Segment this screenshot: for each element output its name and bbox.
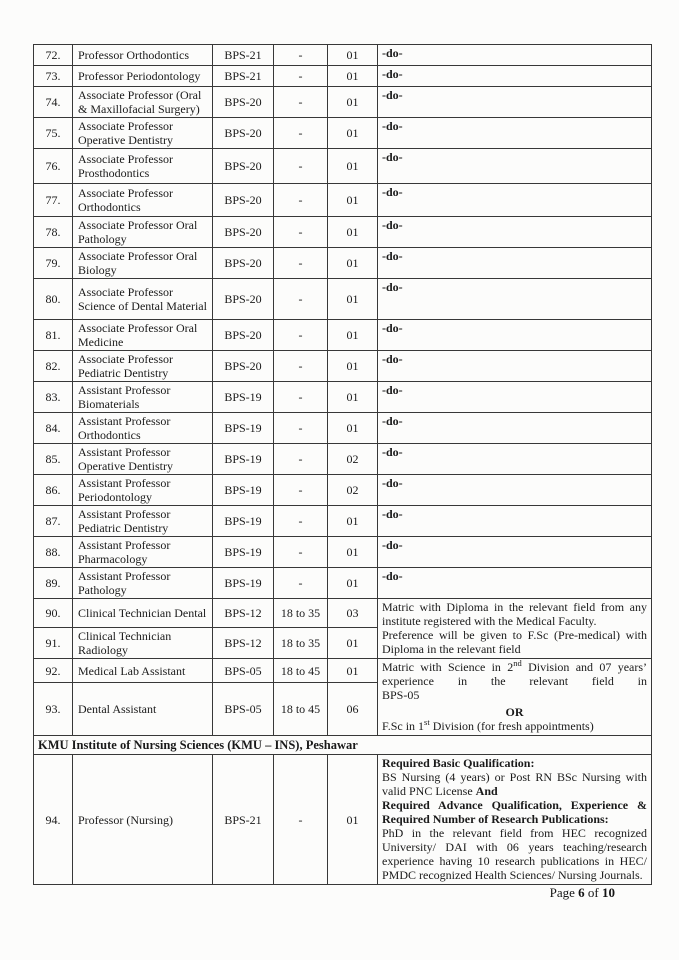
serial-cell: 73. <box>34 66 73 87</box>
remarks-cell <box>378 599 652 659</box>
table-row <box>34 66 652 87</box>
remarks-cell <box>378 475 652 506</box>
footer-of-label: of <box>584 885 602 900</box>
serial-cell: 89. <box>34 568 73 599</box>
bps-grade-cell: BPS-20 <box>213 118 274 149</box>
position-cell: Assistant Professor Biomaterials <box>73 382 213 413</box>
age-limit-cell: - <box>274 506 328 537</box>
position-cell: Associate Professor Science of Dental Material <box>73 279 213 320</box>
age-limit-cell: - <box>274 320 328 351</box>
remark-superscript: st <box>424 717 430 727</box>
posts-count-cell: 01 <box>328 248 378 279</box>
remark-text: -do- <box>382 321 403 335</box>
age-limit-cell: - <box>274 382 328 413</box>
posts-count-cell: 03 <box>328 599 378 628</box>
table-row <box>34 45 652 66</box>
remarks-cell <box>378 659 652 736</box>
serial-cell: 86. <box>34 475 73 506</box>
serial-cell: 94. <box>34 755 73 885</box>
position-cell: Professor Periodontology <box>73 66 213 87</box>
remarks-cell <box>378 413 652 444</box>
bps-grade-cell: BPS-21 <box>213 755 274 885</box>
position-cell: Associate Professor Pediatric Dentistry <box>73 351 213 382</box>
position-cell: Medical Lab Assistant <box>73 659 213 683</box>
job-positions-table <box>33 44 652 885</box>
remarks-cell <box>378 351 652 382</box>
posts-count-cell: 01 <box>328 184 378 217</box>
age-limit-cell: - <box>274 568 328 599</box>
remarks-cell <box>378 506 652 537</box>
bps-grade-cell: BPS-20 <box>213 87 274 118</box>
section-header-row <box>34 736 652 755</box>
remark-text: And <box>475 784 498 798</box>
age-limit-cell: 18 to 45 <box>274 683 328 736</box>
bps-grade-cell: BPS-12 <box>213 628 274 659</box>
serial-cell: 85. <box>34 444 73 475</box>
bps-grade-cell: BPS-05 <box>213 683 274 736</box>
table-row <box>34 444 652 475</box>
remark-text: -do- <box>382 150 403 164</box>
bps-grade-cell: BPS-19 <box>213 382 274 413</box>
posts-count-cell: 01 <box>328 45 378 66</box>
bps-grade-cell: BPS-20 <box>213 149 274 184</box>
bps-grade-cell: BPS-20 <box>213 279 274 320</box>
remark-text: Required Advance Qualification, Experience & Required Number of Research Publications: <box>382 798 647 826</box>
remark-text: -do- <box>382 538 403 552</box>
posts-count-cell: 01 <box>328 659 378 683</box>
table-row <box>34 87 652 118</box>
position-cell: Associate Professor Prosthodontics <box>73 149 213 184</box>
remark-text: -do- <box>382 476 403 490</box>
position-cell: Associate Professor Operative Dentistry <box>73 118 213 149</box>
bps-grade-cell: BPS-20 <box>213 320 274 351</box>
position-cell: Assistant Professor Periodontology <box>73 475 213 506</box>
remark-text: -do- <box>382 249 403 263</box>
age-limit-cell: - <box>274 351 328 382</box>
posts-count-cell: 01 <box>328 568 378 599</box>
serial-cell: 91. <box>34 628 73 659</box>
remarks-cell <box>378 755 652 885</box>
age-limit-cell: - <box>274 87 328 118</box>
serial-cell: 83. <box>34 382 73 413</box>
table-row <box>34 184 652 217</box>
bps-grade-cell: BPS-20 <box>213 351 274 382</box>
position-cell: Clinical Technician Radiology <box>73 628 213 659</box>
remarks-cell <box>378 248 652 279</box>
age-limit-cell: - <box>274 118 328 149</box>
posts-count-cell: 01 <box>328 382 378 413</box>
page-footer <box>0 885 615 901</box>
remarks-cell <box>378 184 652 217</box>
bps-grade-cell: BPS-20 <box>213 248 274 279</box>
serial-cell: 77. <box>34 184 73 217</box>
posts-count-cell: 01 <box>328 628 378 659</box>
footer-label: Page <box>549 885 579 900</box>
table-row <box>34 217 652 248</box>
remark-text: Required Basic Qualification: <box>382 756 535 770</box>
serial-cell: 75. <box>34 118 73 149</box>
age-limit-cell: - <box>274 45 328 66</box>
position-cell: Associate Professor Oral Medicine <box>73 320 213 351</box>
serial-cell: 79. <box>34 248 73 279</box>
age-limit-cell: - <box>274 66 328 87</box>
remarks-cell <box>378 118 652 149</box>
position-cell: Assistant Professor Pharmacology <box>73 537 213 568</box>
table-row <box>34 475 652 506</box>
posts-count-cell: 01 <box>328 87 378 118</box>
bps-grade-cell: BPS-12 <box>213 599 274 628</box>
position-cell: Associate Professor Oral Pathology <box>73 217 213 248</box>
age-limit-cell: 18 to 45 <box>274 659 328 683</box>
posts-count-cell: 01 <box>328 118 378 149</box>
age-limit-cell: - <box>274 279 328 320</box>
posts-count-cell: 01 <box>328 320 378 351</box>
remark-text: -do- <box>382 414 403 428</box>
table-row <box>34 755 652 885</box>
age-limit-cell: - <box>274 444 328 475</box>
footer-page-number: 6 <box>578 885 585 900</box>
remark-text: PhD in the relevant field from HEC recognized University/ DAI with 06 years teaching/research experience having 10 research publications in HEC/ PMDC recognized Health Sciences/ Nursing Journals. <box>382 826 647 882</box>
table-row <box>34 320 652 351</box>
serial-cell: 84. <box>34 413 73 444</box>
posts-count-cell: 06 <box>328 683 378 736</box>
serial-cell: 82. <box>34 351 73 382</box>
serial-cell: 80. <box>34 279 73 320</box>
posts-count-cell: 01 <box>328 755 378 885</box>
table-row <box>34 537 652 568</box>
posts-count-cell: 01 <box>328 506 378 537</box>
posts-count-cell: 01 <box>328 413 378 444</box>
remark-text: -do- <box>382 280 403 294</box>
posts-count-cell: 02 <box>328 444 378 475</box>
remark-text: -do- <box>382 185 403 199</box>
table-row <box>34 568 652 599</box>
age-limit-cell: - <box>274 149 328 184</box>
remark-text: -do- <box>382 383 403 397</box>
remark-text: Matric with Science in 2 <box>382 660 514 674</box>
age-limit-cell: - <box>274 755 328 885</box>
table-row <box>34 118 652 149</box>
remark-text: -do- <box>382 445 403 459</box>
table-row <box>34 351 652 382</box>
footer-total-pages: 10 <box>602 885 615 900</box>
remark-text: F.Sc in 1 <box>382 719 425 733</box>
bps-grade-cell: BPS-21 <box>213 66 274 87</box>
table-row <box>34 382 652 413</box>
serial-cell: 87. <box>34 506 73 537</box>
table-row <box>34 248 652 279</box>
remark-text: Preference will be given to F.Sc (Pre-medical) with Diploma in the relevant field <box>382 628 647 656</box>
remarks-cell <box>378 568 652 599</box>
bps-grade-cell: BPS-19 <box>213 444 274 475</box>
serial-cell: 90. <box>34 599 73 628</box>
remarks-cell <box>378 45 652 66</box>
bps-grade-cell: BPS-19 <box>213 537 274 568</box>
posts-count-cell: 01 <box>328 351 378 382</box>
remarks-cell <box>378 149 652 184</box>
remarks-cell <box>378 217 652 248</box>
remark-text: BS Nursing (4 years) or Post RN BSc Nursing with valid PNC License <box>382 770 647 798</box>
serial-cell: 92. <box>34 659 73 683</box>
bps-grade-cell: BPS-21 <box>213 45 274 66</box>
table-row <box>34 599 652 628</box>
serial-cell: 76. <box>34 149 73 184</box>
serial-cell: 88. <box>34 537 73 568</box>
remark-superscript: nd <box>513 658 522 668</box>
position-cell: Associate Professor (Oral & Maxillofacial Surgery) <box>73 87 213 118</box>
posts-count-cell: 01 <box>328 279 378 320</box>
position-cell: Dental Assistant <box>73 683 213 736</box>
section-header-title: KMU Institute of Nursing Sciences (KMU – INS), Peshawar <box>34 736 652 755</box>
bps-grade-cell: BPS-19 <box>213 568 274 599</box>
posts-count-cell: 02 <box>328 475 378 506</box>
remark-text: Division and 07 years’ experience in the relevant field in <box>382 660 648 688</box>
posts-count-cell: 01 <box>328 537 378 568</box>
remark-text: -do- <box>382 119 403 133</box>
age-limit-cell: 18 to 35 <box>274 628 328 659</box>
age-limit-cell: 18 to 35 <box>274 599 328 628</box>
table-row <box>34 506 652 537</box>
remark-text: BPS-05 <box>382 688 420 702</box>
remarks-cell <box>378 87 652 118</box>
table-row <box>34 659 652 683</box>
age-limit-cell: - <box>274 537 328 568</box>
bps-grade-cell: BPS-19 <box>213 475 274 506</box>
position-cell: Professor Orthodontics <box>73 45 213 66</box>
remark-text: Matric with Diploma in the relevant field from any institute registered with the Medical Faculty. <box>382 600 647 628</box>
bps-grade-cell: BPS-20 <box>213 217 274 248</box>
position-cell: Associate Professor Oral Biology <box>73 248 213 279</box>
serial-cell: 78. <box>34 217 73 248</box>
remark-text: -do- <box>382 67 403 81</box>
serial-cell: 72. <box>34 45 73 66</box>
position-cell: Clinical Technician Dental <box>73 599 213 628</box>
remarks-cell <box>378 279 652 320</box>
remarks-cell <box>378 382 652 413</box>
posts-count-cell: 01 <box>328 66 378 87</box>
remark-text: -do- <box>382 352 403 366</box>
remarks-cell <box>378 537 652 568</box>
age-limit-cell: - <box>274 413 328 444</box>
serial-cell: 74. <box>34 87 73 118</box>
position-cell: Assistant Professor Pediatric Dentistry <box>73 506 213 537</box>
bps-grade-cell: BPS-19 <box>213 413 274 444</box>
table-row <box>34 413 652 444</box>
table-row <box>34 149 652 184</box>
position-cell: Associate Professor Orthodontics <box>73 184 213 217</box>
remark-text: -do- <box>382 46 403 60</box>
remark-text: -do- <box>382 218 403 232</box>
remark-text: Division (for fresh appointments) <box>429 719 594 733</box>
age-limit-cell: - <box>274 248 328 279</box>
remark-text: -do- <box>382 507 403 521</box>
job-table-body <box>34 45 652 885</box>
remarks-cell <box>378 444 652 475</box>
position-cell: Professor (Nursing) <box>73 755 213 885</box>
age-limit-cell: - <box>274 475 328 506</box>
table-row <box>34 279 652 320</box>
remarks-cell <box>378 66 652 87</box>
position-cell: Assistant Professor Pathology <box>73 568 213 599</box>
age-limit-cell: - <box>274 217 328 248</box>
bps-grade-cell: BPS-05 <box>213 659 274 683</box>
remark-text: -do- <box>382 88 403 102</box>
bps-grade-cell: BPS-19 <box>213 506 274 537</box>
position-cell: Assistant Professor Orthodontics <box>73 413 213 444</box>
remark-text: OR <box>505 705 524 719</box>
remarks-cell <box>378 320 652 351</box>
serial-cell: 93. <box>34 683 73 736</box>
position-cell: Assistant Professor Operative Dentistry <box>73 444 213 475</box>
serial-cell: 81. <box>34 320 73 351</box>
bps-grade-cell: BPS-20 <box>213 184 274 217</box>
posts-count-cell: 01 <box>328 217 378 248</box>
remark-text: -do- <box>382 569 403 583</box>
age-limit-cell: - <box>274 184 328 217</box>
posts-count-cell: 01 <box>328 149 378 184</box>
